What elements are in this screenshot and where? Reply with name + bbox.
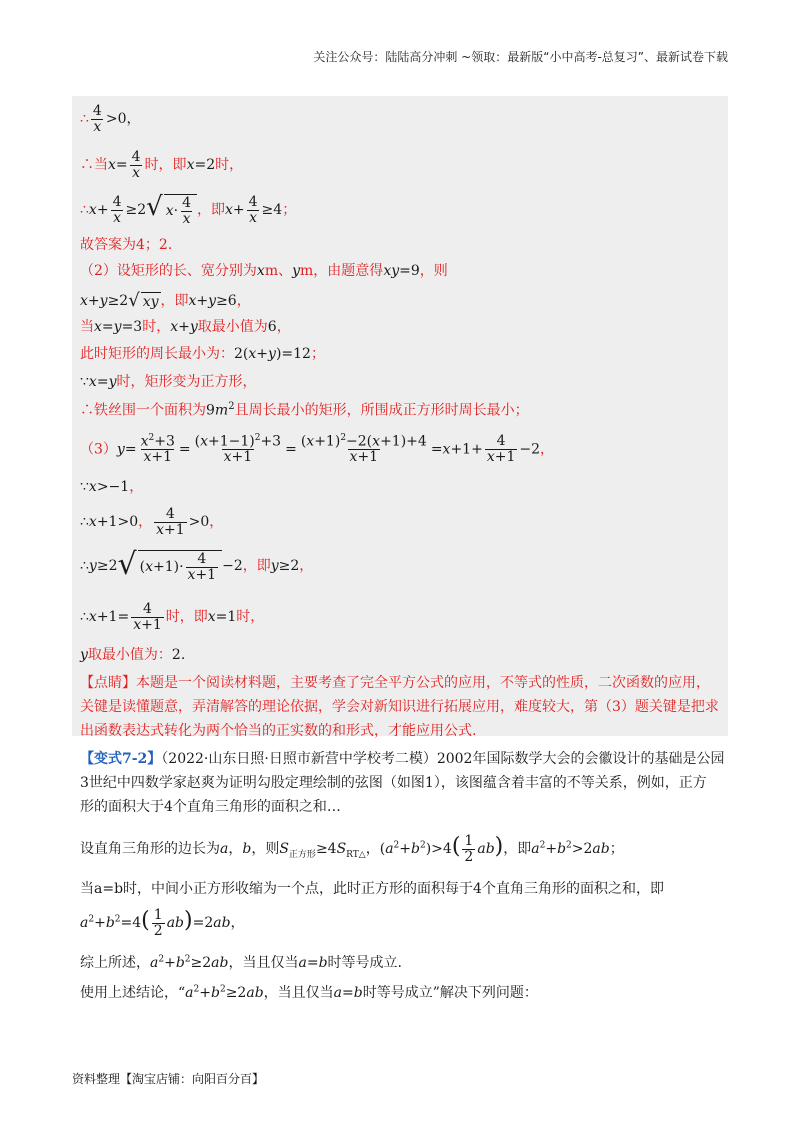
variant-line-8: 使用上述结论，“$a^2+b^2\ge 2ab$，当且仅当a=b时等号成立”解决下列问题： — [80, 984, 538, 1001]
variant-line-1 — [80, 748, 724, 768]
solution-line-13: ∴x+1>0， $\frac{4}{x+1}$ >0， — [80, 506, 224, 538]
variant-line-3: 形的面积大于4个直角三角形的面积之和… — [80, 799, 341, 815]
variant-line-2: 3世纪中四数学家赵爽为证明勾股定理绘制的弦图（如图1），该图蕴含着丰富的不等关系，例如，正方 — [80, 775, 707, 791]
solution-line-10: ∴铁丝围一个面积为$9m^2$且周长最小的矩形，所围成正方形时周长最小； — [80, 401, 529, 419]
solution-line-16: y取最小值为：2. — [80, 647, 186, 663]
page-footer: 资料整理【淘宝店铺：向阳百分百】 — [72, 1072, 265, 1086]
variant-intro: （2022·山东日照·日照市新营中学校考二模）2002年国际数学大会的会徽设计的基础是公园 — [161, 751, 725, 767]
variant-line-5: 当a=b时，中间小正方形收缩为一个点，此时正方形的面积每于4个直角三角形的面积之和，即 — [80, 881, 664, 897]
solution-line-11: （3）y= $\frac{x^2+3}{x+1}$ = $\frac{(x+1-1)^2+3}{x+1}$ = $\frac{(x+1)^2-2(x+1)+4}{x+1}$ =x+1+ $\frac{4}{x+1}$ −2， — [80, 433, 555, 466]
solution-line-15: ∴x+1= $\frac{4}{x+1}$ 时，即x=1时， — [80, 601, 265, 633]
solution-line-14: ∴y≥2 √ ( x +1)· $\frac{4}{x+1}$ −2，即y≥2， — [80, 547, 314, 583]
page-header: 关注公众号：陆陆高分冲刺 ~领取：最新版“小中高考-总复习”、最新试卷下载 — [313, 50, 728, 64]
solution-line-9: ∵x=y时，矩形变为正方形， — [80, 374, 257, 390]
comment-line-3: 出函数表达式转化为两个恰当的正实数的和形式，才能应用公式. — [80, 723, 477, 739]
solution-line-8: 此时矩形的周长最小为：2(x+y)=12； — [80, 346, 325, 362]
solution-line-2: ∴当x= $\frac{4}{x}$ 时，即x=2时， — [80, 149, 244, 181]
solution-line-4: 故答案为4；2. — [80, 237, 173, 253]
solution-line-6: x+y≥2 √ xy ，即x+y≥6， — [80, 290, 251, 311]
variant-line-4: 设直角三角形的边长为a，b，则$S_{正方形}\ge 4S_{RT\triangle}$，$(a^2+b^2)>4$( $\frac{1}{2}$ ab)，即$a^2+b^2>2ab$； — [80, 833, 624, 865]
comment-line-1: 【点睛】本题是一个阅读材料题，主要考查了完全平方公式的应用，不等式的性质，二次函数的应用， — [80, 675, 710, 691]
comment-line-2: 关键是读懂题意，弄清解答的理论依据，学会对新知识进行拓展应用，难度较大，第（3）题关键是把求 — [80, 699, 719, 715]
solution-line-7: 当x=y=3时，x+y取最小值为6， — [80, 319, 291, 335]
solution-line-1: ∴ $\frac{4}{x}$ >0， — [80, 103, 141, 135]
solution-line-5: （2）设矩形的长、宽分别为xm、ym，由题意得xy=9，则 — [80, 263, 448, 279]
variant-tag: 【变式7-2】 — [80, 751, 162, 767]
variant-line-7: 综上所述，$a^2+b^2\ge 2ab$，当且仅当a=b时等号成立. — [80, 954, 402, 971]
solution-line-12: ∵x>−1， — [80, 479, 144, 495]
variant-line-6: $a^2+b^2=4$( $\frac{1}{2}$ ab)=2ab， — [80, 907, 245, 939]
line-1-text: ∴ — [80, 111, 89, 128]
solution-line-3: ∴x+ $\frac{4}{x}$ ≥2 √ x · $\frac{4}{x}$ ，即x+ $\frac{4}{x}$ ≥4； — [80, 192, 297, 227]
